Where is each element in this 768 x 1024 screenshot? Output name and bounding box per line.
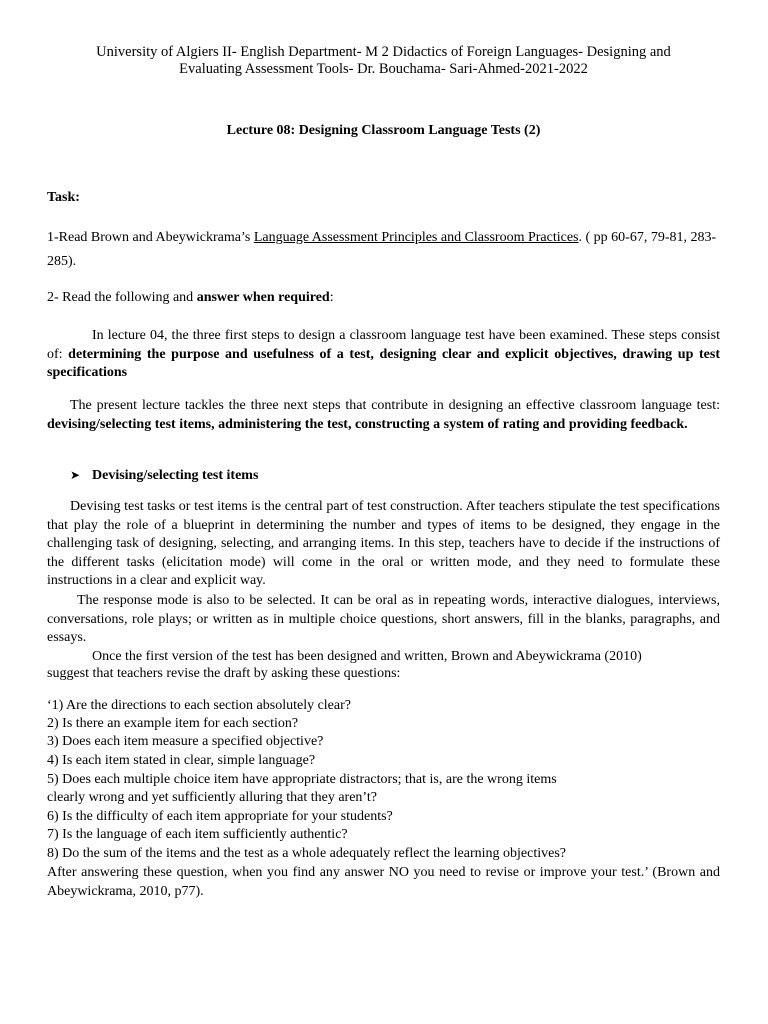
task-heading [47, 189, 720, 208]
task-heading-text: Task: [47, 190, 80, 205]
paragraph-steps-text: In lecture 04, the three first steps to design a classroom language test have been examined. These steps consist of: [47, 328, 720, 362]
task-2-prefix: 2- Read the following and [47, 290, 197, 305]
paragraph-present-text: The present lecture tackles the three next steps that contribute in designing an effective classroom language test: [70, 398, 720, 413]
question-item: 7) Is the language of each item sufficiently authentic? [47, 827, 348, 842]
task-1 [47, 226, 720, 274]
book-title: Language Assessment Principles and Classroom Practices [253, 230, 579, 245]
revise-draft-line-1: Once the first version of the test has been designed and written, Brown and Abeywickrama (2010) [92, 649, 642, 664]
arrowhead-bullet-icon: ➤ [70, 468, 81, 482]
task-1-prefix: 1-Read Brown and Abeywickrama’s [47, 230, 254, 245]
question-item: 3) Does each item measure a specified objective? [47, 734, 324, 749]
revise-draft-line-2: suggest that teachers revise the draft by asking these questions: [47, 666, 401, 681]
question-item: ‘1) Are the directions to each section absolutely clear? [47, 698, 351, 713]
paragraph-steps-examined [47, 327, 720, 383]
question-item: 8) Do the sum of the items and the test as a whole adequately reflect the learning objectives? [47, 846, 566, 861]
course-header-line-2: Evaluating Assessment Tools- Dr. Bouchama- Sari-Ahmed-2021-2022 [179, 61, 588, 77]
paragraph-present-lecture [47, 397, 720, 434]
section-heading [70, 466, 670, 486]
paragraph-revise-draft [47, 648, 720, 682]
question-item: 5) Does each multiple choice item have appropriate distractors; that is, are the wrong items [47, 772, 557, 787]
lecture-title [47, 122, 720, 141]
paragraph-steps-bold: determining the purpose and usefulness of a test, designing clear and explicit objectives, drawing up test specifications [47, 346, 720, 380]
task-2-suffix: : [329, 290, 334, 305]
paragraph-response-mode: The response mode is also to be selected. It can be oral as in repeating words, interactive dialogues, interviews, conversations, role plays; or written as in multiple choice questions, short answers, fill in the blanks, paragraphs, and essays. [47, 593, 720, 645]
course-header [47, 44, 720, 78]
closing-paragraph: After answering these question, when you find any answer NO you need to revise or improve your test.’ (Brown and Abeywickrama, 2010, p77). [47, 865, 720, 899]
task-2-bold: answer when required [196, 290, 330, 305]
course-header-line-1: University of Algiers II- English Department- M 2 Didactics of Foreign Languages- Designing and [96, 44, 671, 60]
paragraph-devising: Devising test tasks or test items is the central part of test construction. After teachers stipulate the test specifications that play the role of a blueprint in determining the number and types of items to be designed, they engage in the challenging task of designing, selecting, and arranging items. In this step, teachers have to decide if the instructions of the different tasks (elicitation mode) will come in the oral or written mode, and they need to formulate these instructions in a clear and explicit way. [47, 499, 720, 588]
task-1-suffix: . ( pp 60-67, 79-81, 283-285). [47, 230, 717, 269]
task-2 [47, 289, 720, 308]
lecture-title-text: Lecture 08: Designing Classroom Language Tests (2) [226, 123, 541, 138]
question-item: 2) Is there an example item for each section? [47, 716, 299, 731]
question-item: 4) Is each item stated in clear, simple language? [47, 753, 316, 768]
question-item: clearly wrong and yet sufficiently alluring that they aren’t? [47, 790, 377, 805]
section-heading-text: Devising/selecting test items [92, 468, 259, 483]
paragraph-present-bold: devising/selecting test items, administering the test, constructing a system of rating and providing feedback. [47, 416, 688, 432]
question-item: 6) Is the difficulty of each item appropriate for your students? [47, 809, 393, 824]
